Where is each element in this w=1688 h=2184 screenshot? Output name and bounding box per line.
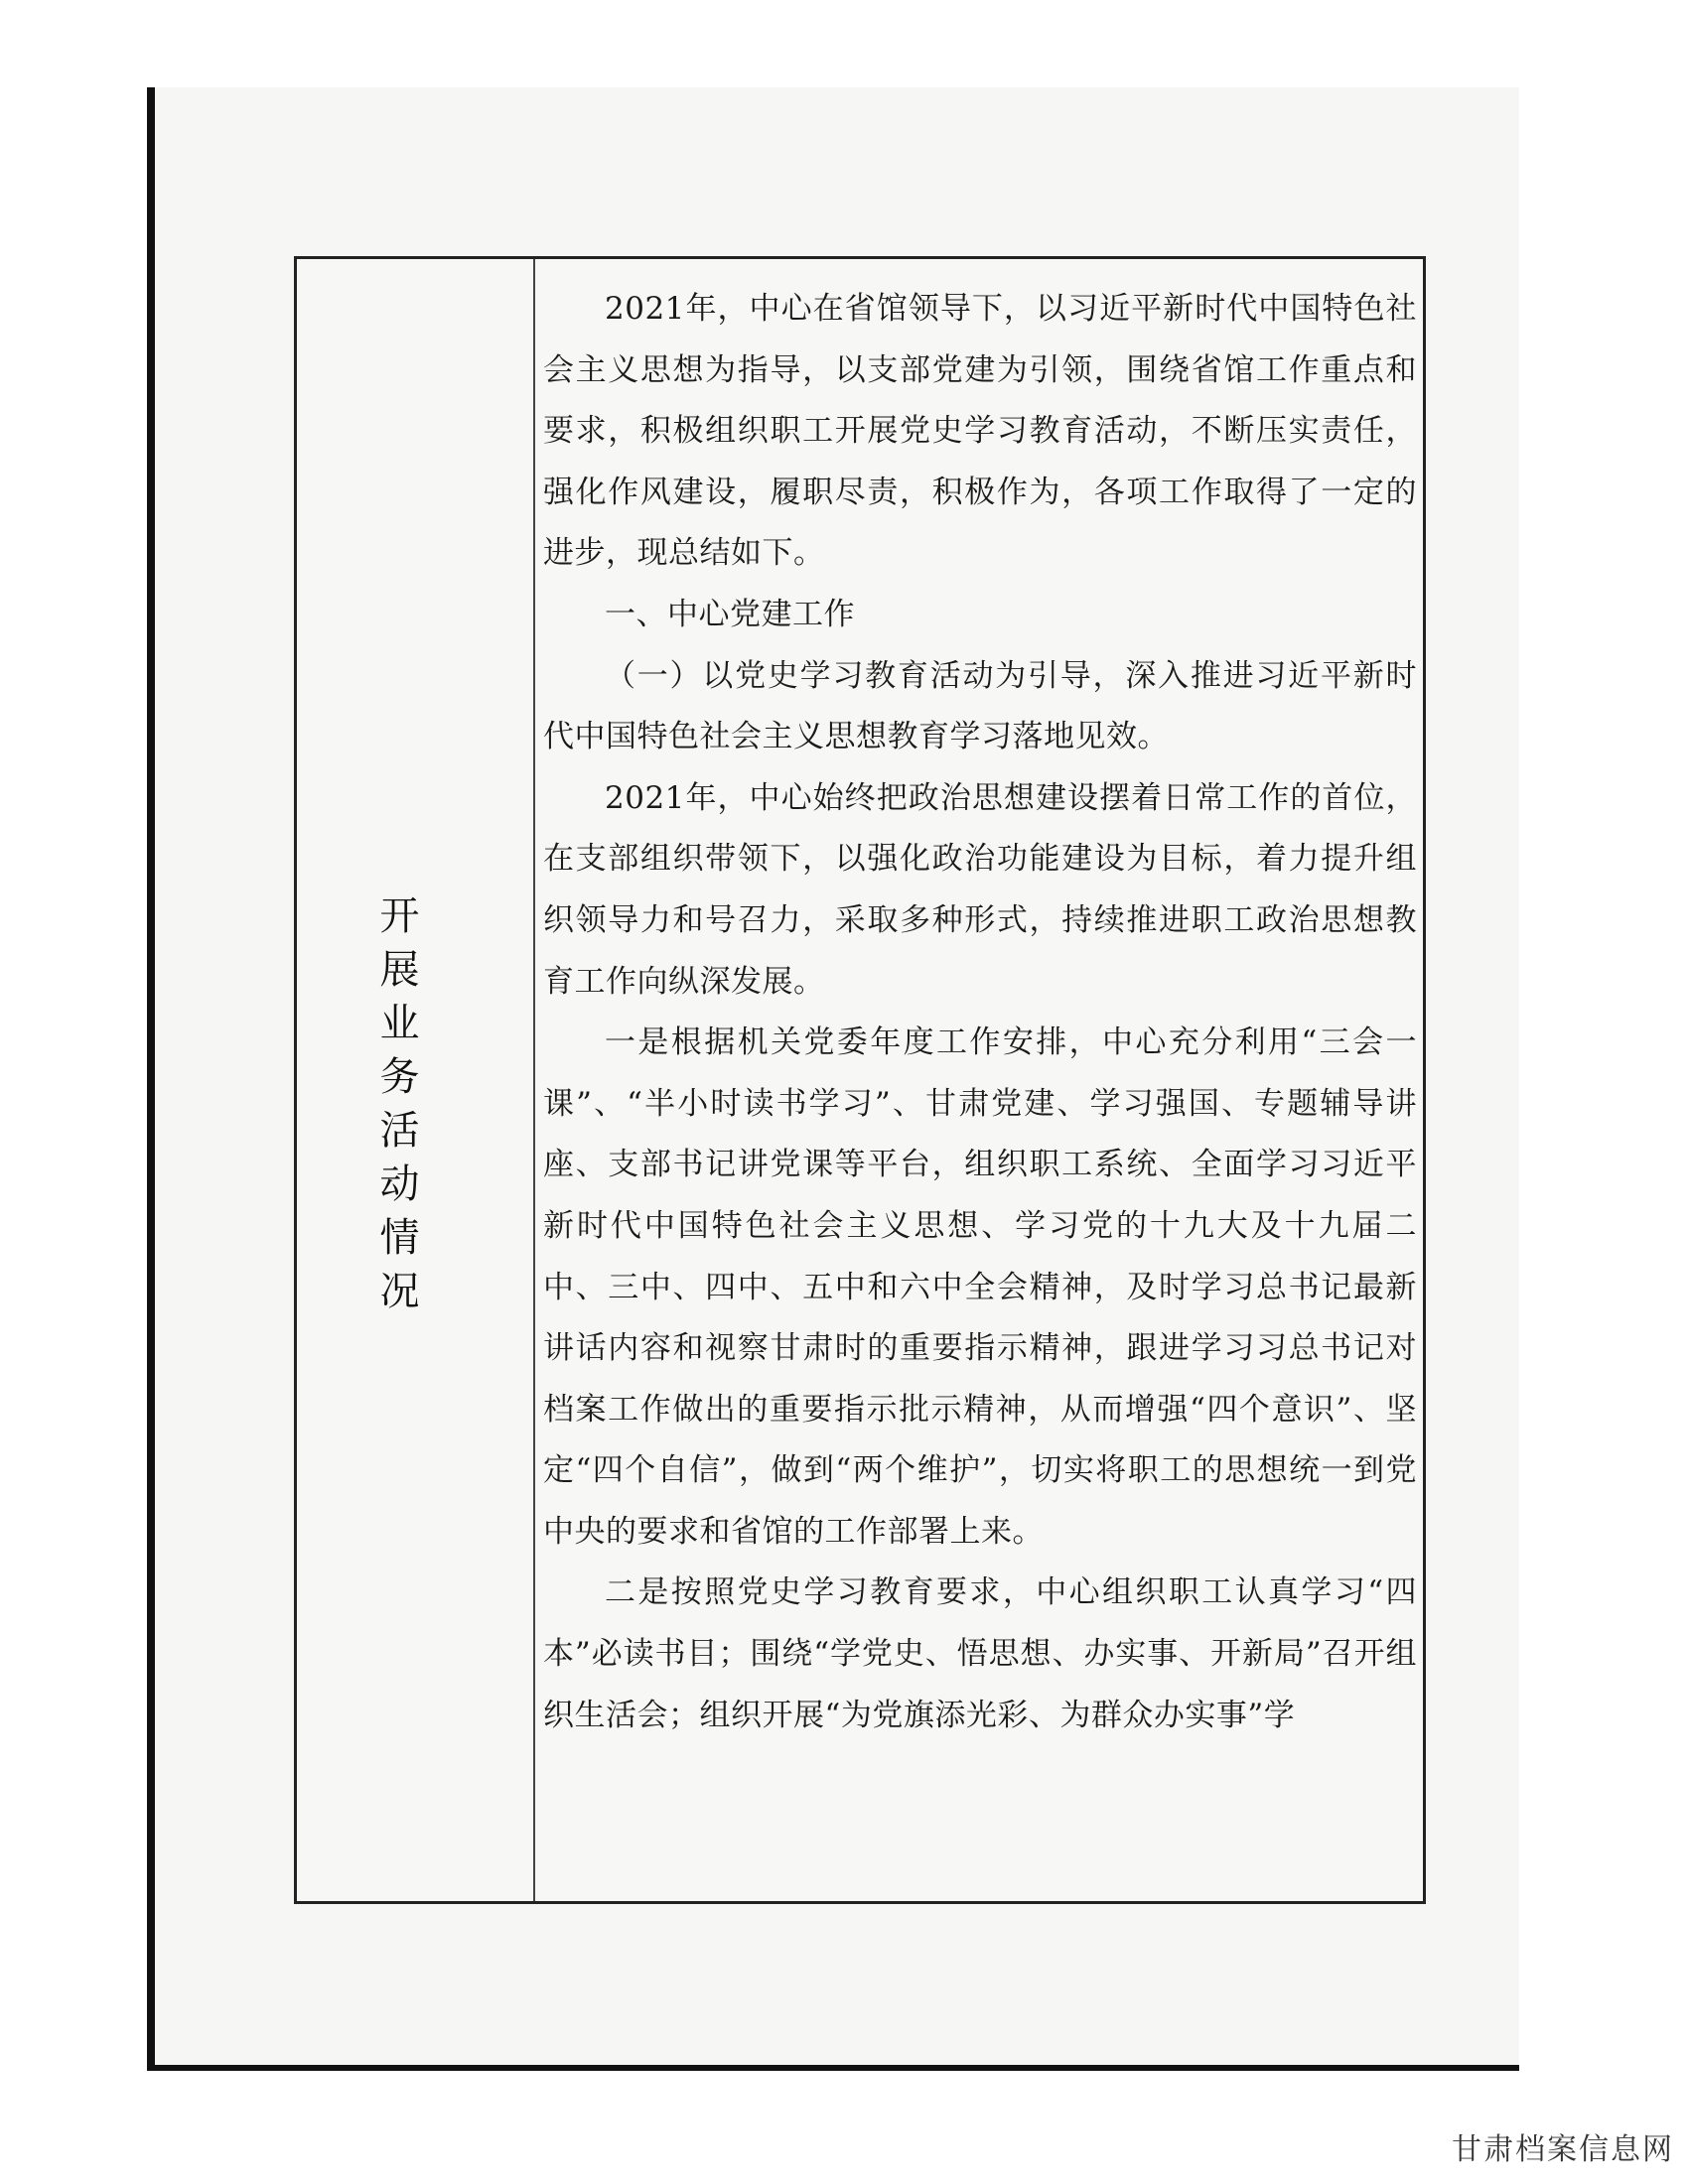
- paragraph-political: 2021年，中心始终把政治思想建设摆着日常工作的首位，在支部组织带领下，以强化政治功能建设为目标，着力提升组织领导力和号召力，采取多种形式，持续推进职工政治思想教育工作向纵深发展。: [543, 779, 1417, 1000]
- paragraph-point-two: 二是按照党史学习教育要求，中心组织职工认真学习“四本”必读书目；围绕“学党史、悟思想、办实事、开新局”召开组织生活会；组织开展“为党旗添光彩、为群众办实事”学: [543, 1574, 1417, 1733]
- paragraph-intro: 2021年，中心在省馆领导下，以习近平新时代中国特色社会主义思想为指导，以支部党建为引领，围绕省馆工作重点和要求，积极组织职工开展党史学习教育活动，不断压实责任，强化作风建设，履职尽责，积极作为，各项工作取得了一定的进步，现总结如下。: [543, 291, 1417, 572]
- label-column: [297, 259, 535, 1901]
- scanned-page: [147, 87, 1519, 2071]
- paragraph-point-one: 一是根据机关党委年度工作安排，中心充分利用“三会一课”、“半小时读书学习”、甘肃党建、学习强国、专题辅导讲座、支部书记讲党课等平台，组织职工系统、全面学习习近平新时代中国特色社会主义思想、学习党的十九大及十九届二中、三中、四中、五中和六中全会精神，及时学习总书记最新讲话内容和视察甘肃时的重要指示精神，跟进学习习总书记对档案工作做出的重要指示批示精神，从而增强“四个意识”、坚定“四个自信”，做到“两个维护”，切实将职工的思想统一到党中央的要求和省馆的工作部署上来。: [543, 1024, 1417, 1550]
- subsection-heading: （一）以党史学习教育活动为引导，深入推进习近平新时代中国特色社会主义思想教育学习落地见效。: [543, 657, 1417, 755]
- site-watermark: 甘肃档案信息网: [1452, 2132, 1674, 2167]
- content-column: [535, 259, 1429, 1901]
- side-label: 开展业务活动情况: [373, 894, 419, 1323]
- form-table: [294, 256, 1426, 1904]
- section-heading: 一、中心党建工作: [605, 596, 855, 632]
